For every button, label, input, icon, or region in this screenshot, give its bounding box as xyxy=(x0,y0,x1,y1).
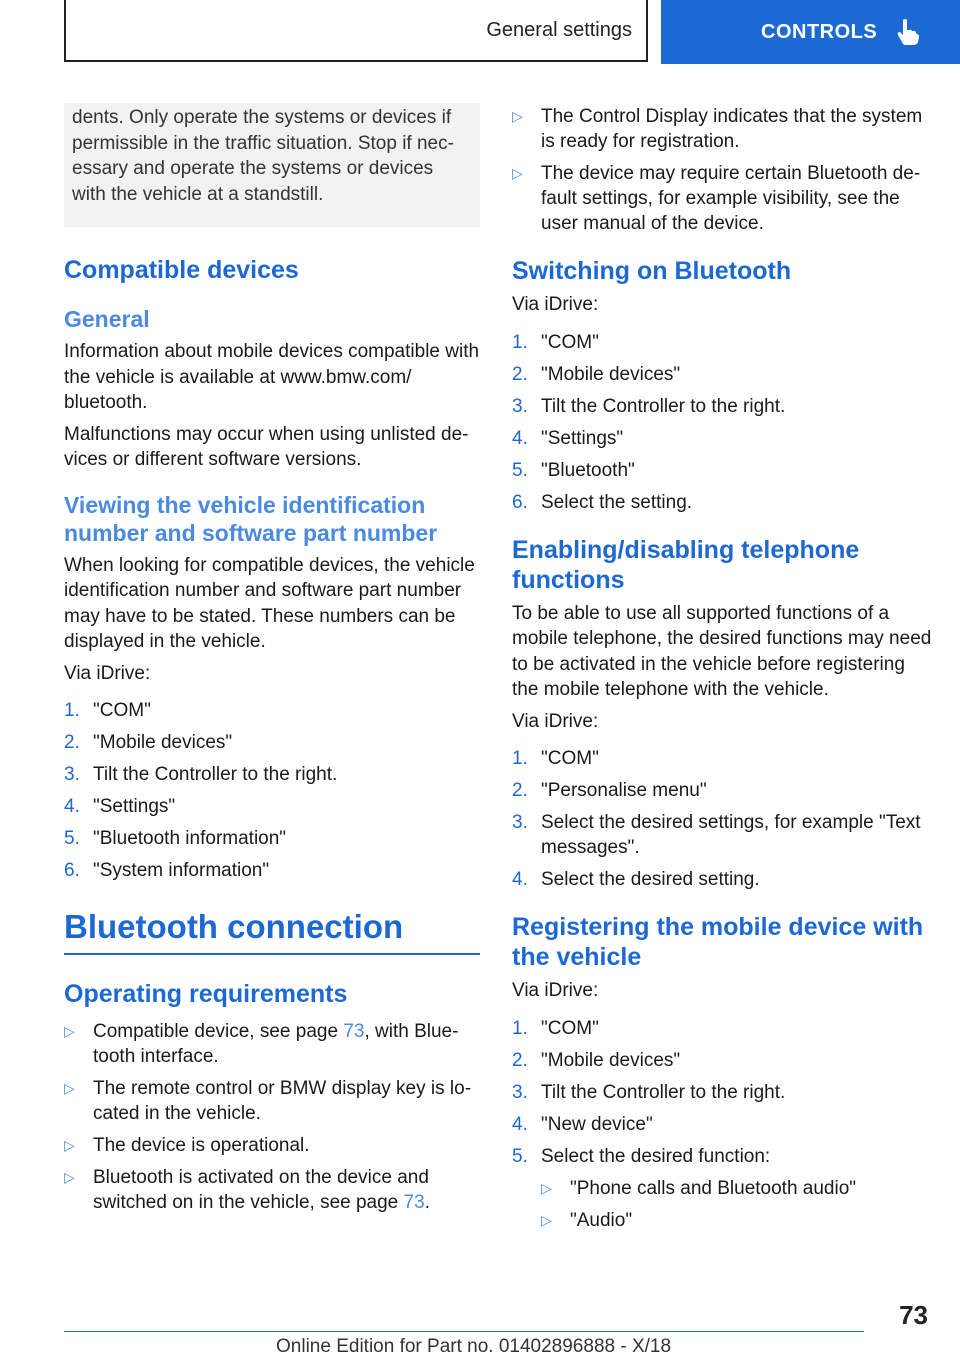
list-item: ▷ Bluetooth is activated on the device and switched on in the vehicle, see page 73. xyxy=(64,1167,430,1213)
list-item: 2. "Personalise menu" xyxy=(512,780,707,801)
enable-paragraph: To be able to use all supported functions of a mobile telephone, the desired functions may need to be activated in the vehicle before registering the mobile telephone with the vehicle. xyxy=(512,602,932,700)
list-item: 5. Select the desired function: ▷ "Phone calls and Bluetooth audio" ▷ "Audio" xyxy=(512,1144,932,1233)
switch-steps-list xyxy=(512,330,932,515)
list-item: ▷ "Audio" xyxy=(541,1209,633,1231)
register-steps-list xyxy=(512,1016,932,1233)
list-item: 4. "New device" xyxy=(512,1113,653,1135)
list-item: ▷ The remote control or BMW display key is located in the vehicle. xyxy=(64,1078,472,1124)
list-item: ▷ "Phone calls and Bluetooth audio" xyxy=(541,1177,857,1199)
list-item: 2. "Mobile devices" xyxy=(64,732,233,753)
footer-edition: Online Edition for Part no. 01402896888 - X/18 xyxy=(276,1336,672,1357)
list-item: 1. "COM" xyxy=(64,700,151,721)
page-number: 73 xyxy=(899,1300,928,1330)
chapter-title: CONTROLS xyxy=(761,20,878,43)
switching-on-bluetooth-heading: Switching on Bluetooth xyxy=(512,257,792,285)
operating-requirements-heading: Operating requirements xyxy=(64,980,348,1008)
vin-paragraph: When looking for compatible devices, the vehicle identification number and software part number may have to be stated. These numbers can be displayed in the vehicle. xyxy=(64,554,475,652)
list-item: 4. "Settings" xyxy=(512,427,624,449)
list-item: 4. "Settings" xyxy=(64,796,176,817)
general-heading: General xyxy=(64,306,150,332)
via-idrive-label: Via iDrive: xyxy=(64,662,151,684)
list-item: 3. Tilt the Controller to the right. xyxy=(512,1081,786,1103)
chapter-tab xyxy=(661,0,960,64)
page-header xyxy=(0,0,960,66)
list-item: 5. "Bluetooth" xyxy=(512,459,635,481)
list-item: 2. "Mobile devices" xyxy=(512,363,681,385)
warning-note xyxy=(64,103,480,227)
list-item: 3. Tilt the Controller to the right. xyxy=(64,764,338,785)
registration-notes-list xyxy=(512,104,932,236)
compatible-devices-heading: Compatible devices xyxy=(64,256,299,284)
list-item: ▷ The Control Display indicates that the system is ready for registration. xyxy=(512,106,923,152)
vin-steps-list xyxy=(64,698,480,883)
list-item: 1. "COM" xyxy=(512,748,599,769)
hand-pointer-icon xyxy=(897,19,919,45)
page-link[interactable]: 73 xyxy=(343,1021,365,1042)
list-item: ▷ Compatible device, see page 73, with Bluetooth interface. xyxy=(64,1021,459,1067)
list-item: 5. "Bluetooth information" xyxy=(64,828,287,849)
note-text: dents. Only operate the systems or devices if permissible in the traffic situation. Stop if necessary and operate the systems or devices with the vehicle at a standstill. xyxy=(72,107,454,205)
list-item: 4. Select the desired setting. xyxy=(512,869,760,890)
via-idrive-label: Via iDrive: xyxy=(512,710,599,732)
general-paragraph-2: Malfunctions may occur when using unlisted devices or different software versions. xyxy=(64,423,469,470)
list-item: 2. "Mobile devices" xyxy=(512,1049,681,1071)
vin-heading: Viewing the vehicle identification number and software part number xyxy=(64,491,438,546)
list-item: 1. "COM" xyxy=(512,331,599,353)
list-item: ▷ The device is operational. xyxy=(64,1135,310,1156)
left-column xyxy=(64,103,480,1222)
list-item: 3. Tilt the Controller to the right. xyxy=(512,395,786,417)
bluetooth-connection-heading: Bluetooth connection xyxy=(64,908,404,945)
footer-rule xyxy=(64,1331,864,1332)
register-device-heading: Registering the mobile device with the vehicle xyxy=(512,913,924,971)
section-title: General settings xyxy=(486,18,632,41)
list-item: 3. Select the desired settings, for example "Text messages". xyxy=(512,812,921,858)
via-idrive-label: Via iDrive: xyxy=(512,294,599,315)
list-item: 6. Select the setting. xyxy=(512,491,693,513)
enable-steps-list xyxy=(512,746,932,892)
requirements-list xyxy=(64,1019,480,1215)
bluetooth-connection-heading-wrap xyxy=(64,907,480,955)
function-sublist xyxy=(541,1176,932,1233)
section-tab xyxy=(64,0,648,62)
via-idrive-label: Via iDrive: xyxy=(512,980,599,1001)
list-item: ▷ The device may require certain Bluetooth default settings, for example visibility, see the user manual of the device. xyxy=(512,163,921,234)
general-paragraph-1: Information about mobile devices compatible with the vehicle is available at www.bmw.com/ bluetooth. xyxy=(64,341,480,413)
enable-telephone-heading: Enabling/disabling telephone functions xyxy=(512,535,860,594)
right-column xyxy=(512,104,932,1240)
list-item: 1. "COM" xyxy=(512,1017,599,1039)
page-link[interactable]: 73 xyxy=(403,1192,425,1213)
list-item: 6. "System information" xyxy=(64,860,270,881)
